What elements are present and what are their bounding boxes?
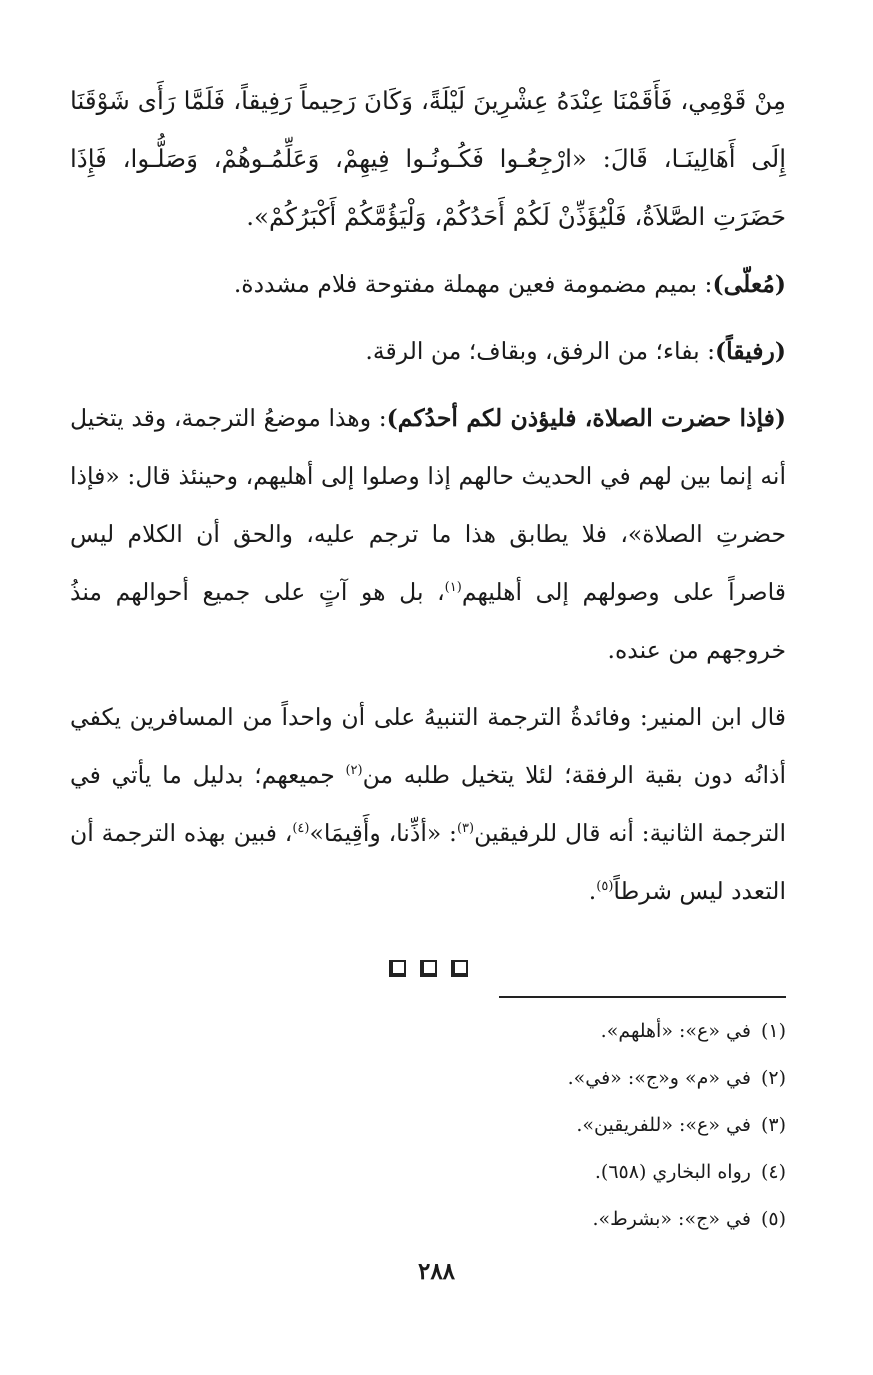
note-text: : بفاء؛ من الرفق، وبقاف؛ من الرقة. <box>365 337 716 365</box>
footnote-ref-2[interactable]: (٢) <box>345 763 363 779</box>
footnote-number: (١) <box>760 1020 786 1042</box>
footnote-number: (٣) <box>760 1114 786 1136</box>
footnote-ref-4[interactable]: (٤) <box>292 821 310 837</box>
hadith-text: مِنْ قَوْمِي، فَأَقَمْنَا عِنْدَهُ عِشْرِينَ لَيْلَةً، وَكَانَ رَحِيماً رَفِيقاً، فَلَمَّا رَأَى شَوْقَنَا إِلَى أَهَالِينَـا، قَالَ: «ارْجِعُـوا فَكُـونُـوا فِيهِمْ، وَعَلِّمُـوهُمْ، وَصَلُّـوا، فَإِذَا حَضَرَتِ الصَّلاَةُ، فَلْيُؤَذِّنْ لَكُمْ أَحَدُكُمْ، وَلْيَؤُمَّكُمْ أَكْبَرُكُمْ». <box>70 86 786 231</box>
paragraph-text: قال ابن المنير: وفائدةُ الترجمة التنبيهُ على أن واحداً من المسافرين يكفي أذانُه دون بقية الرفقة؛ لئلا يتخيل طلبه من <box>70 703 786 789</box>
paragraph-text: . <box>588 877 597 905</box>
footnote-item <box>286 1149 786 1196</box>
commentary-text: ، بل هو آتٍ على جميع أحوالهم منذُ خروجهم من عنده. <box>70 578 786 664</box>
commentary-paragraph <box>70 389 786 679</box>
footnote-number: (٢) <box>760 1067 786 1089</box>
separator-square-icon <box>389 960 406 977</box>
footnote-text: في «ع»: «أهلهم». <box>600 1020 751 1042</box>
footnote-number: (٤) <box>760 1161 786 1183</box>
footnote-item <box>286 1102 786 1149</box>
paragraph-text: جميعهم؛ بدليل ما يأتي في الترجمة الثانية: أنه قال للرفيقين <box>70 761 787 847</box>
note-text: : بميم مضمومة فعين مهملة مفتوحة فلام مشددة. <box>233 270 713 298</box>
footnote-item <box>286 1055 786 1102</box>
footnotes-list <box>286 1008 786 1243</box>
note-term: (رفيقاً) <box>715 337 786 365</box>
footnote-text: في «ع»: «للفريقين». <box>576 1114 751 1136</box>
footnote-divider <box>499 996 786 998</box>
note-rafiq <box>70 322 786 380</box>
separator-square-icon <box>451 960 468 977</box>
page-number: ٢٨٨ <box>417 1258 456 1285</box>
separator-square-icon <box>420 960 437 977</box>
footnote-text: في «م» و«ج»: «في». <box>567 1067 751 1089</box>
commentary-text: : وهذا موضعُ الترجمة، وقد يتخيل أنه إنما بين لهم في الحديث حالهم إذا وصلوا إلى أهليهم، وحينئذ قال: «فإذا حضرتِ الصلاة»، فلا يطابق هذا ما ترجم عليه، والحق أن الكلام ليس قاصراً على وصولهم إلى أهليهم <box>70 404 786 606</box>
footnote-ref-3[interactable]: (٣) <box>456 821 475 837</box>
footnote-text: في «ج»: «بشرط». <box>592 1208 751 1230</box>
footnote-ref-1[interactable]: (١) <box>444 580 462 596</box>
footnote-number: (٥) <box>760 1208 786 1230</box>
paragraph-text: ، فبين بهذه الترجمة أن التعدد ليس شرطاً <box>70 819 786 905</box>
note-mualla <box>70 255 786 313</box>
paragraph-text: : «أذِّنا، وأَقِيمَا» <box>309 819 457 847</box>
footnote-text: رواه البخاري (٦٥٨). <box>594 1161 751 1183</box>
commentary-term: (فإذا حضرت الصلاة، فليؤذن لكم أحدُكم) <box>386 404 787 432</box>
ibn-munir-paragraph <box>70 688 786 920</box>
footnote-item <box>286 1008 786 1055</box>
page-body <box>70 72 786 977</box>
footnote-item <box>286 1196 786 1243</box>
section-separator <box>70 960 786 977</box>
footnote-ref-5[interactable]: (٥) <box>596 879 614 895</box>
note-term: (مُعلّى) <box>712 270 786 298</box>
